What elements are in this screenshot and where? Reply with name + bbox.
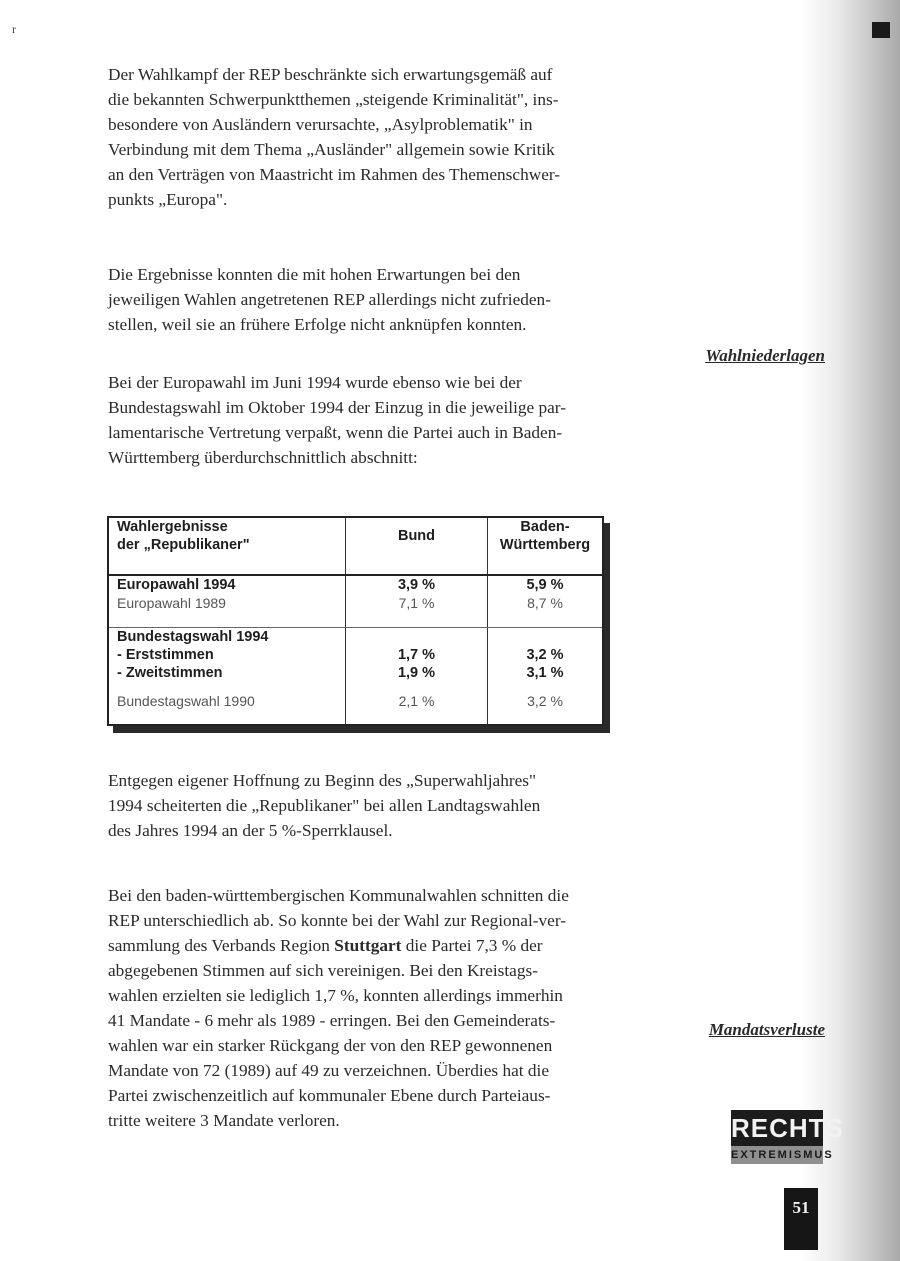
election-results-table (107, 516, 604, 726)
label-bundestagswahl-1990: Bundestagswahl 1990 (117, 692, 255, 709)
header-bund: Bund (397, 528, 436, 544)
label-erststimmen: - Erststimmen (117, 646, 214, 663)
label-zweitstimmen: - Zweitstimmen (117, 664, 223, 681)
results-table-container (107, 516, 604, 726)
cell-europawahl-bw (488, 575, 604, 628)
header-cell-label (108, 517, 346, 575)
cell-bundestag1990-bw (488, 692, 604, 725)
value-europa-1994-bw: 5,9 % (526, 576, 564, 593)
header-cell-bund (346, 517, 488, 575)
cell-europawahl-label (108, 575, 346, 628)
header-bw-line1: Baden- (520, 519, 570, 535)
label-bundestagswahl-1994: Bundestagswahl 1994 (117, 628, 269, 645)
paragraph-kommunalwahlen (108, 883, 628, 1133)
paragraph-ergebnisse: Die Ergebnisse konnten die mit hohen Erwartungen bei den jeweiligen Wahlen angetretenen REP allerdings nicht zufrieden- stellen, weil sie an frühere Erfolge nicht anknüpfen konnten. (108, 265, 551, 334)
page-binding-shadow (800, 0, 900, 1261)
header-label-line1: Wahlergebnisse (117, 519, 228, 535)
cell-bundestag-bund (346, 627, 488, 692)
value-europa-1994-bund: 3,9 % (397, 576, 436, 593)
paragraph-superwahljahr: Entgegen eigener Hoffnung zu Beginn des „Superwahljahres" 1994 scheiterten die „Republikaner" bei allen Landtagswahlen des Jahres 1994 an der 5 %-Sperrklausel. (108, 771, 541, 840)
table-row-bundestagswahl-1994 (108, 627, 603, 692)
value-zweit-bw: 3,1 % (526, 664, 564, 681)
margin-note-mandatsverluste: Mandatsverluste (708, 1020, 825, 1039)
value-europa-1989-bund: 7,1 % (398, 594, 435, 611)
header-cell-bw (488, 517, 604, 575)
cell-bundestag-label (108, 627, 346, 692)
value-zweit-bund: 1,9 % (397, 664, 436, 681)
table-row-bundestagswahl-1990 (108, 692, 603, 725)
header-label-line2: der „Republikaner" (117, 537, 250, 553)
header-bw-line2: Württemberg (499, 537, 591, 553)
kommunal-text-stuttgart: Stuttgart (334, 936, 402, 955)
paragraph-wahlkampf: Der Wahlkampf der REP beschränkte sich erwartungsgemäß auf die bekannten Schwerpunktthemen „steigende Kriminalität", ins- besondere von Ausländern verursachte, „Asylproblematik" in Verbindung mit dem Thema „Ausländer" allgemein sowie Kritik an den Verträgen von Maastricht im Rahmen des Themenschwer- punkts „Europa". (108, 65, 561, 209)
cell-bundestag1990-label (108, 692, 346, 725)
rechtsextremismus-logo (731, 1110, 844, 1168)
value-erst-bund: 1,7 % (397, 646, 436, 663)
kommunal-text-part2: die Partei 7,3 % der abgegebenen Stimmen auf sich vereinigen. Bei den Kreistags- wahlen erzielten sie lediglich 1,7 %, konnten allerdings immerhin 41 Mandate - 6 mehr als 1989 - erringen. Bei den Gemeinderats- wahlen war ein starker Rückgang der von den REP gewonnenen Mandate von 72 (1989) auf 49 zu verzeichnen. Überdies hat die Partei zwischenzeitlich auf kommunaler Ebene durch Parteiaus- tritte weitere 3 Mandate verloren. (108, 936, 563, 1130)
value-erst-bw: 3,2 % (526, 646, 564, 663)
label-europawahl-1994: Europawahl 1994 (117, 576, 236, 593)
paragraph-europawahl: Bei der Europawahl im Juni 1994 wurde ebenso wie bei der Bundestagswahl im Oktober 1994 der Einzug in die jeweilige par- lamentarische Vertretung verpaßt, wenn die Partei auch in Baden- Württemberg überdurchschnittlich abschnitt: (108, 373, 566, 467)
cell-europawahl-bund (346, 575, 488, 628)
cell-bundestag-bw (488, 627, 604, 692)
cell-bundestag1990-bund (346, 692, 488, 725)
value-1990-bw: 3,2 % (527, 692, 563, 709)
page-number: 51 (784, 1188, 818, 1250)
value-1990-bund: 2,1 % (398, 692, 435, 709)
corner-black-mark (872, 22, 890, 38)
label-europawahl-1989: Europawahl 1989 (117, 594, 226, 611)
kommunal-text-part1: Bei den baden-württembergischen Kommunalwahlen schnitten die REP unterschiedlich ab. So konnte bei der Wahl zur Regional-ver- sammlung des Verbands Region (108, 886, 569, 955)
logo-text-extremismus: EXTREMISMUS (731, 1146, 823, 1164)
logo-text-rechts: RECHTS (731, 1110, 823, 1146)
corner-mark: r (12, 22, 16, 36)
table-header-row (108, 517, 603, 575)
margin-note-wahlniederlagen: Wahlniederlagen (705, 346, 825, 365)
value-europa-1989-bw: 8,7 % (527, 594, 563, 611)
table-row-europawahl (108, 575, 603, 628)
